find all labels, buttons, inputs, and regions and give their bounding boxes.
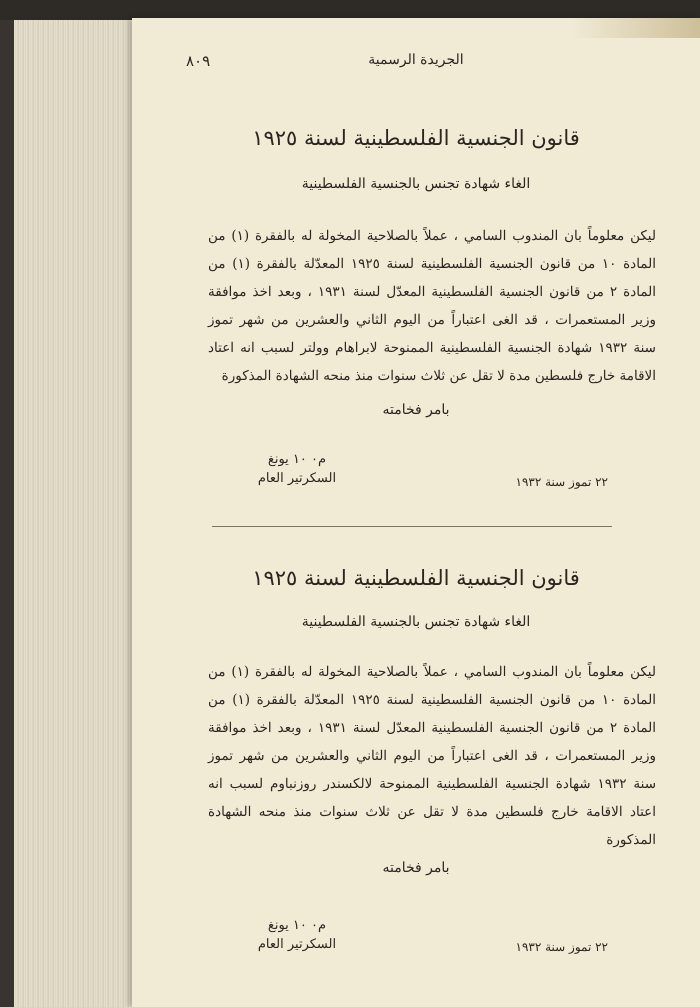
signer-title: السكرتير العام: [257, 471, 337, 486]
by-order-line: بامر فخامته: [382, 402, 450, 418]
notice-date: ٢٢ تموز سنة ١٩٣٢: [515, 475, 608, 489]
signature-block: [222, 916, 372, 954]
running-head: [152, 52, 680, 76]
journal-title: الجريدة الرسمية: [368, 52, 464, 68]
notice-date: ٢٢ تموز سنة ١٩٣٢: [515, 940, 608, 954]
signer-name: م٠ ١٠ يونغ: [267, 452, 327, 467]
book-page-edges: [0, 20, 140, 1007]
notice-body: ليكن معلوماً بان المندوب السامي ، عملاً بالصلاحية المخولة له بالفقرة (١) من المادة ١٠ من قانون الجنسية الفلسطينية لسنة ١٩٢٥ المعدّلة بالفقرة (١) من المادة ٢ من قانون الجنسية الفلسطينية المعدّل لسنة ١٩٣١ ، وبعد اخذ موافقة وزير المستعمرات ، قد الغى اعتباراً من اليوم الثاني والعشرين من شهر تموز سنة ١٩٣٢ شهادة الجنسية الفلسطينية الممنوحة لالكسندر روزنباوم لسبب انه اعتاد الاقامة خارج فلسطين مدة لا تقل عن ثلاث سنوات منذ منحه الشهادة المذكورة: [208, 664, 656, 848]
signature-block: [222, 450, 372, 488]
notice-subtitle: الغاء شهادة تجنس بالجنسية الفلسطينية: [301, 614, 531, 630]
book-spine-shadow: [0, 20, 14, 1007]
by-order-line: بامر فخامته: [382, 860, 450, 876]
notice-title: قانون الجنسية الفلسطينية لسنة ١٩٢٥: [252, 566, 580, 590]
signer-title: السكرتير العام: [257, 937, 337, 952]
notice-subtitle: الغاء شهادة تجنس بالجنسية الفلسطينية: [301, 176, 531, 192]
signer-name: م٠ ١٠ يونغ: [267, 918, 327, 933]
paper-stain: [570, 18, 700, 38]
section-divider: [212, 526, 612, 527]
notice-body: ليكن معلوماً بان المندوب السامي ، عملاً بالصلاحية المخولة له بالفقرة (١) من المادة ١٠ من قانون الجنسية الفلسطينية لسنة ١٩٢٥ المعدّلة بالفقرة (١) من المادة ٢ من قانون الجنسية الفلسطينية المعدّل لسنة ١٩٣١ ، وبعد اخذ موافقة وزير المستعمرات ، قد الغى اعتباراً من اليوم الثاني والعشرين من شهر تموز سنة ١٩٣٢ شهادة الجنسية الفلسطينية الممنوحة لابراهام وولتر لسبب انه اعتاد الاقامة خارج فلسطين مدة لا تقل عن ثلاث سنوات منذ منحه الشهادة المذكورة: [208, 228, 656, 384]
page-number: ٨٠٩: [186, 52, 211, 70]
document-page: [132, 18, 700, 1007]
notice-title: قانون الجنسية الفلسطينية لسنة ١٩٢٥: [252, 126, 580, 150]
